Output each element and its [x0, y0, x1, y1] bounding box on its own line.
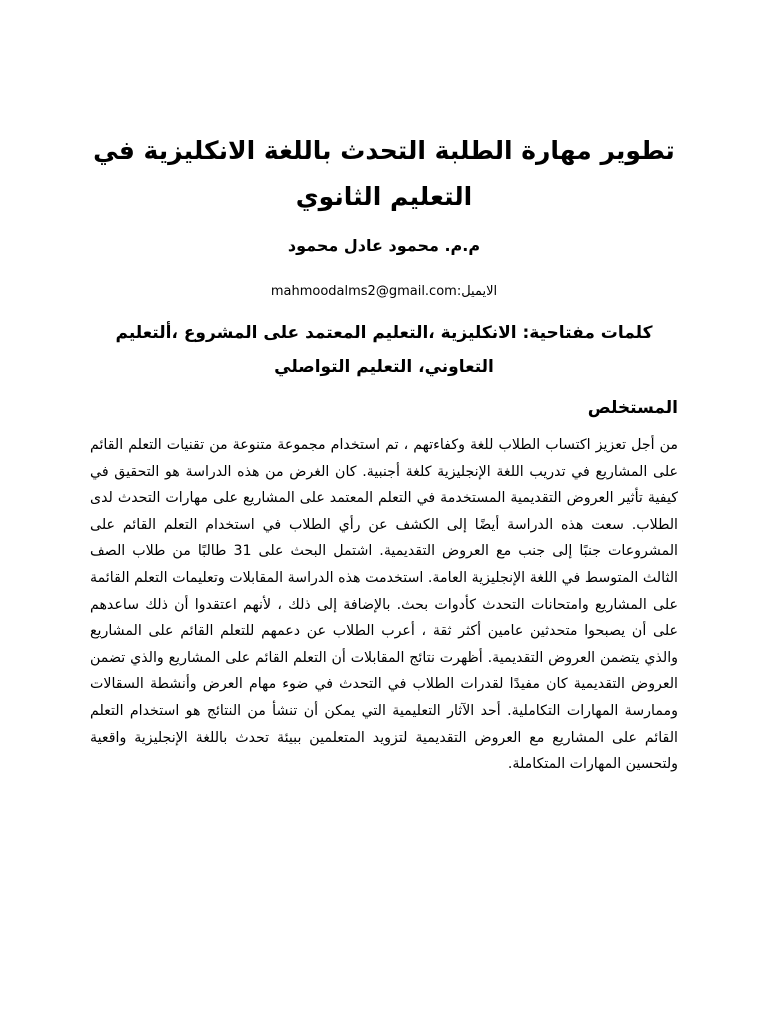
author-email [184, 284, 584, 299]
abstract-heading: المستخلص [587, 398, 678, 418]
email-label: الايميل: [456, 284, 498, 299]
paper-title: تطوير مهارة الطلبة التحدث باللغة الانكليزية في التعليم الثانوي [93, 136, 675, 211]
keywords: كلمات مفتاحية: الانكليزية ،التعليم المعتمد على المشروع ،ألتعليم التعاوني، التعليم التواصلي [115, 323, 653, 377]
email-address: mahmoodalms2@gmail.com [270, 284, 457, 299]
abstract-body: من أجل تعزيز اكتساب الطلاب للغة وكفاءتهم ، تم استخدام مجموعة متنوعة من تقنيات التعلم القائم على المشاريع في تدريب اللغة الإنجليزية كلغة أجنبية. كان الغرض من هذه الدراسة هو التحقيق في كيفية تأثير العروض التقديمية المستخدمة في التعلم المعتمد على المشاريع على مهارات التحدث لدى الطلاب. سعت هذه الدراسة أيضًا إلى الكشف عن رأي الطلاب في استخدام التعلم القائم على المشروعات جنبًا إلى جنب مع العروض التقديمية. اشتمل البحث على 31 طالبًا من طلاب الصف الثالث المتوسط في اللغة الإنجليزية العامة. استخدمت هذه الدراسة المقابلات وتعليمات التعلم القائمة على المشاريع وامتحانات التحدث كأدوات بحث. بالإضافة إلى ذلك ، لأنهم اعتقدوا أن ذلك ساعدهم على أن يصبحوا متحدثين عامين أكثر ثقة ، أعرب الطلاب عن دعمهم للتعلم القائم على المشاريع والذي يتضمن العروض التقديمية. أظهرت نتائج المقابلات أن التعلم القائم على المشاريع والذي تضمن العروض التقديمية كان مفيدًا لقدرات الطلاب في التحدث في ضوء مهام العرض وأنشطة السقالات وممارسة المهارات التكاملية. أحد الآثار التعليمية التي يمكن أن تنشأ من النتائج هو استخدام التعلم القائم على المشاريع مع العروض التقديمية لتزويد المتعلمين ببيئة تحدث باللغة الإنجليزية واقعية ولتحسين المهارات المتكاملة. [90, 437, 678, 773]
author-name: م.م. محمود عادل محمود [287, 236, 481, 255]
